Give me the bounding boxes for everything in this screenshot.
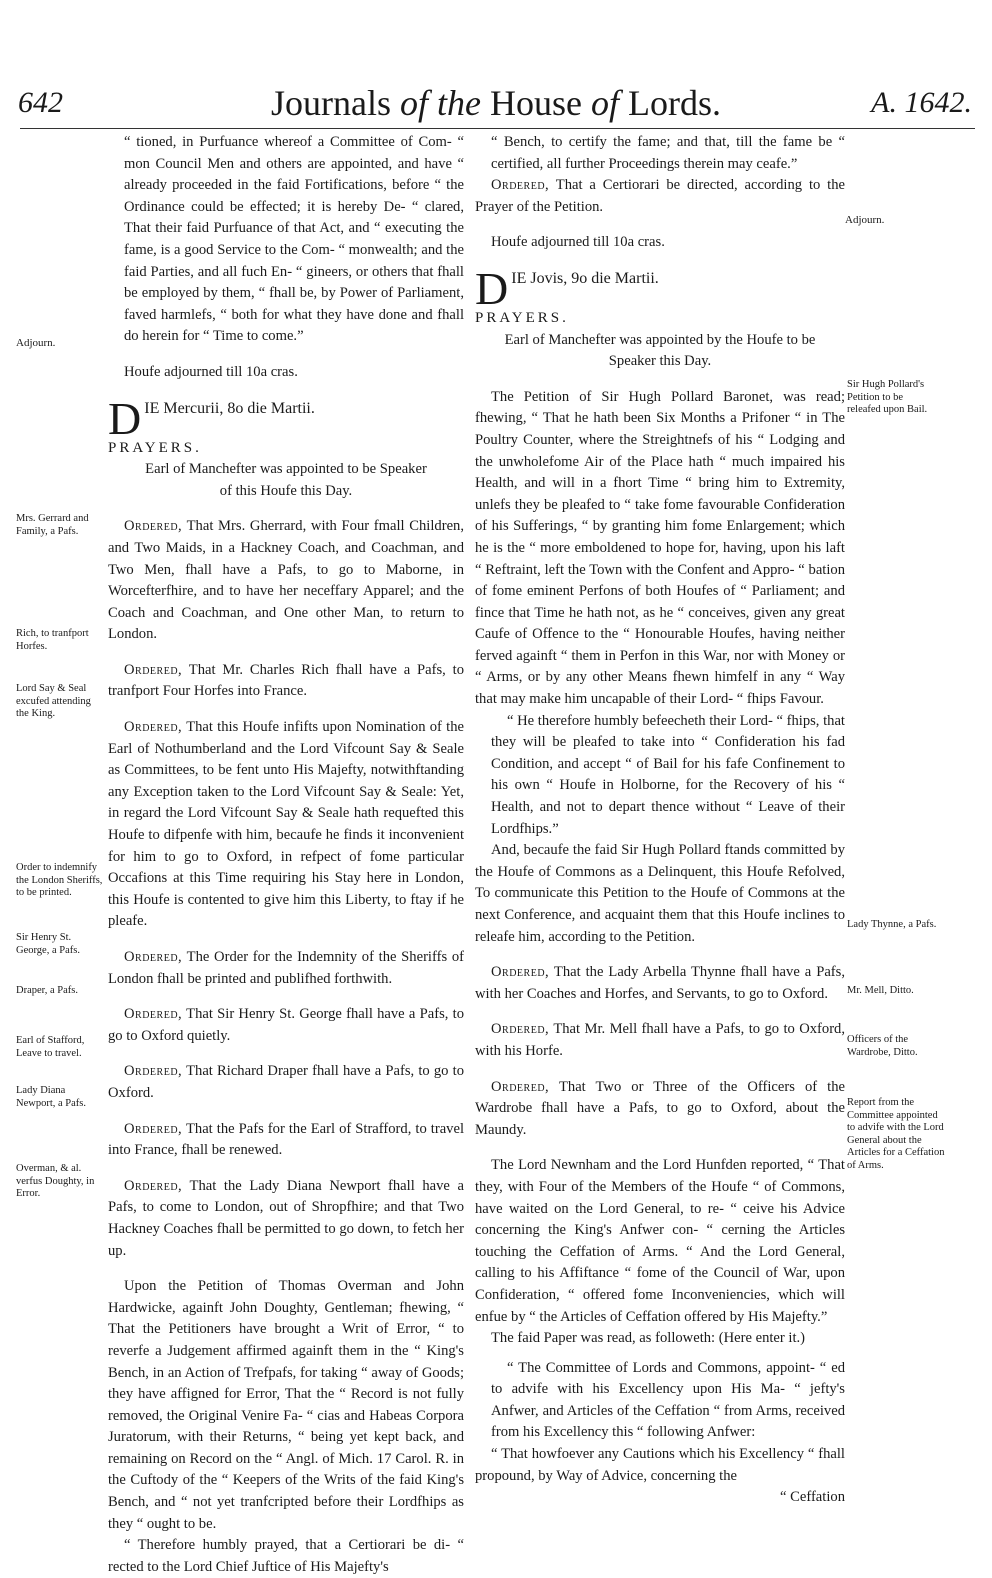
adjourned-notice: Houfe adjourned till 10a cras.	[491, 234, 665, 251]
order-lead: Ordered,	[491, 964, 550, 981]
order-lead: Ordered,	[124, 661, 183, 678]
margin-note: Draper, a Pafs.	[16, 985, 78, 996]
paper-read: The faid Paper was read, as followeth: (Here enter it.)	[491, 1330, 806, 1347]
order-text: That the Pafs for the Earl of Strafford, to travel into France, fhall be renewed.	[108, 1120, 464, 1159]
order-text: The Order for the Indemnity of the Sheriffs of London fhall be printed and publifhed forthwith.	[108, 949, 464, 987]
petition-prayer: “ Therefore humbly prayed, that a Certiorari be di- “ rected to the Lord Chief Juftice of His Majefty's	[108, 1537, 464, 1575]
page-header	[0, 80, 992, 130]
order-entry	[108, 717, 464, 933]
order-lead: Ordered,	[124, 719, 183, 736]
speaker-note: Earl of Manchefter was appointed to be Speaker of this Houfe this Day.	[145, 461, 427, 499]
margin-note: Mr. Mell, Ditto.	[847, 985, 914, 996]
left-column	[108, 132, 464, 1578]
order-entry	[475, 1019, 845, 1062]
day-heading	[475, 262, 845, 314]
order-text: That Two or Three of the Officers of the Wardrobe fhall have a Pafs, to go to Oxford, about the Maundy.	[475, 1078, 845, 1138]
order-entry	[108, 660, 464, 703]
order-lead: Ordered,	[491, 177, 550, 194]
title-part: of the	[400, 83, 481, 123]
order-entry	[108, 1004, 464, 1047]
order-entry	[475, 1077, 845, 1142]
petition-text: Upon the Petition of Thomas Overman and John Hardwicke, againft John Doughty, Gentleman; fhewing, “ That the Petitioners have brought a Writ of Error, “ to reverfe a Judgement affirmed againft them in the “ King's Bench, in an Action of Trefpafs, for taking “ away of Goods; they have affigned for Error, That the “ Record is not fully removed, the Original Venire Fa- “ cias and Habeas Corpora Juratorum, with their Returns, “ being yet kept back, and remaining on Record on the “ Angl. of Mich. 17 Carol. R. in the Cuftody of the “ Keepers of the Writs of the faid King's Bench, and “ not yet tranfcripted before their Lordfhips as they “ ought to be.	[108, 1278, 464, 1532]
margin-note-adjourn: Adjourn.	[16, 337, 56, 349]
pollard-prayer: “ He therefore humbly befeecheth their Lord- “ fhips, that they will be pleafed to take into “ Confideration his fad Condition, and accept “ of Bail for his fafe Confinement to his own “ Houfe in Holborne, for the Recovery of his “ Health, and not to depart thence without “ Leave of their Lordfhips.”	[491, 712, 845, 837]
prayers-heading: PRAYERS.	[108, 439, 202, 456]
speaker-note: Earl of Manchefter was appointed by the Houfe to be Speaker this Day.	[504, 331, 816, 370]
order-lead: Ordered,	[124, 1006, 183, 1023]
margin-note: Sir Hugh Pollard's Petition to be releafed upon Bail.	[847, 379, 928, 415]
margin-note: Mrs. Gerrard and Family, a Pafs.	[16, 513, 89, 537]
order-text: That Mrs. Gherrard, with Four fmall Children, and Two Maids, in a Hackney Coach, and Coachman, and Two Men, fhall have a Pafs, to go to Maborne, in Worcefterfhire, and to have her neceffary Apparel; and the Coach and Coachman, and One other Man, to return to London.	[108, 518, 464, 643]
margin-note: Sir Henry St. George, a Pafs.	[16, 932, 80, 956]
order-text: That the Lady Arbella Thynne fhall have a Pafs, with her Coaches and Horfes, and Servants, to go to Oxford.	[475, 964, 845, 1002]
day-heading	[108, 392, 464, 444]
margin-note: Overman, & al. verfus Doughty, in Error.	[16, 1163, 95, 1199]
margin-note: Order to indemnify the London Sheriffs, to be printed.	[16, 862, 103, 898]
title-part: of	[590, 83, 619, 123]
margin-note: Lady Diana Newport, a Pafs.	[16, 1085, 86, 1109]
margin-note: Lord Say & Seal excufed attending the King.	[16, 683, 91, 719]
order-text: That Richard Draper fhall have a Pafs, to go to Oxford.	[108, 1063, 464, 1101]
drop-initial: D	[108, 392, 142, 444]
order-lead: Ordered,	[124, 1177, 183, 1194]
pollard-petition: The Petition of Sir Hugh Pollard Baronet, was read; fhewing, “ That he hath been Six Months a Prifoner “ in The Poultry Counter, where the Streightnefs of his “ Lodging and the unwholefome Air of the Place hath “ much impaired his Health, and will in a fhort Time “ bring him to Extremity, unlefs they be pleafed to “ take fome favourable Confideration of his Sufferings, “ by granting him fome Enlargement; which he is the “ more emboldened to hope for, having, upon his laft “ Reftraint, left the Town with the Confent and Appro- “ bation of fome eminent Perfons of both Houfes of “ Parliament; and fince that Time he hath not, as he “ conceives, given any great Caufe of Offence to the “ Honourable Houfes, having neither ferved againft “ them in Perfon in this War, nor with Money or “ Arms, or by any other Means fhewn himfelf in any “ Way that may make him uncapable of their Lord- “ fhips Favour.	[475, 388, 845, 708]
catchword: “ Ceffation	[780, 1489, 845, 1506]
cautions-text: “ That howfoever any Cautions which his Excellency “ fhall propound, by Way of Advice, concerning the	[475, 1446, 845, 1484]
page-year: A. 1642.	[871, 86, 972, 119]
order-lead: Ordered,	[124, 1063, 183, 1080]
adjourned-notice: Houfe adjourned till 10a cras.	[124, 363, 298, 380]
margin-note: Officers of the Wardrobe, Ditto.	[847, 1034, 918, 1058]
order-entry	[108, 1119, 464, 1162]
order-entry	[108, 1061, 464, 1104]
pollard-resolved: And, becaufe the faid Sir Hugh Pollard ftands committed by the Houfe of Commons as a Delinquent, this Houfe Refolved, To communicate this Petition to the Houfe of Commons at the next Conference, and acquaint them that this Houfe inclines to releafe him, according to the Petition.	[475, 842, 845, 945]
order-entry	[475, 962, 845, 1005]
order-text: That Mr. Charles Rich fhall have a Pafs, to tranfport Four Horfes into France.	[108, 661, 464, 700]
committee-quote: “ The Committee of Lords and Commons, appoint- “ ed to advife with his Excellency upon His Ma- “ jefty's Anfwer, and Articles of the Ceffation “ from Arms, received from his Excellency this “ following Anfwer:	[491, 1359, 845, 1441]
order-text: That the Lady Diana Newport fhall have a Pafs, to come to London, out of Shropfhire; and that Two Hackney Coaches fhall be permitted to go down, to fetch her up.	[108, 1177, 464, 1259]
title-part: Journals	[271, 83, 391, 123]
order-text: That a Certiorari be directed, according to the Prayer of the Petition.	[475, 177, 845, 215]
continuation-quote: “ Bench, to certify the fame; and that, till the fame be “ certified, all further Proceedings therein may ceafe.”	[491, 134, 845, 172]
prayers-heading: PRAYERS.	[475, 309, 569, 326]
margin-note: Earl of Stafford, Leave to travel.	[16, 1035, 85, 1059]
margin-note-adjourn: Adjourn.	[845, 214, 885, 226]
order-text: That this Houfe infifts upon Nomination of the Earl of Nothumberland and the Lord Vifcount Say & Seale as Committees, to be fent unto His Majefty, notwithftanding any Exception taken to the Lord Vifcount Say & Seale: Yet, in regard the Lord Vifcount Say & Seale hath requefted this Houfe to difpenfe with him, becaufe he finds it inconvenient for him to go to Oxford, in refpect of fome particular Occafions at this Time requiring his Stay here in London, this Houfe is contented to give him this Liberty, to ftay if he pleafe.	[108, 719, 464, 930]
order-text: That Sir Henry St. George fhall have a Pafs, to go to Oxford quietly.	[108, 1006, 464, 1044]
title-part: House	[489, 83, 582, 123]
order-lead: Ordered,	[491, 1078, 550, 1095]
page-number: 642	[18, 86, 63, 119]
margin-note: Report from the Committee appointed to advife with the Lord General about the Articles for a Ceffation of Arms.	[847, 1097, 945, 1171]
order-text: That Mr. Mell fhall have a Pafs, to go to Oxford, with his Horfe.	[475, 1021, 845, 1059]
order-lead: Ordered,	[491, 1021, 550, 1038]
order-entry	[108, 947, 464, 990]
page-title	[0, 82, 992, 124]
order-entry	[108, 516, 464, 646]
margin-note: Rich, to tranfport Horfes.	[16, 628, 89, 652]
report-text: The Lord Newnham and the Lord Hunfden reported, “ That they, with Four of the Members of the Houfe “ of Commons, have waited on the Lord General, to re- “ ceive his Advice concerning the King's Anfwer con- “ cerning the Articles touching the Ceffation of Arms. “ And the Lord General, calling to his Affiftance “ fome of the Council of War, upon Confideration, “ offered fome Inconveniencies, which will enfue by “ the Articles of Ceffation offered by His Majefty.”	[475, 1157, 845, 1325]
order-lead: Ordered,	[124, 949, 183, 965]
day-heading-text: IE Jovis, 9o die Martii.	[511, 269, 659, 287]
opening-quote: “ tioned, in Purfuance whereof a Committee of Com- “ mon Council Men and others are appointed, and have “ already proceeded in the faid Fortifications, before “ the Ordinance could be effected; it is hereby De- “ clared, That their faid Purfuance of that Act, and “ executing the fame, is a good Service to the Com- “ monwealth; and the faid Parties, and all fuch En- “ gineers, or others that fhall be employed by them, “ fhall be, by Power of Parliament, faved harmlefs, “ both for what they have done and fhall do herein for “ Time to come.”	[124, 134, 464, 345]
drop-initial: D	[475, 262, 509, 314]
title-part: Lords.	[628, 83, 721, 123]
order-lead: Ordered,	[124, 1120, 183, 1137]
header-rule	[20, 128, 975, 129]
order-entry	[108, 1176, 464, 1262]
margin-note: Lady Thynne, a Pafs.	[847, 919, 937, 930]
order-lead: Ordered,	[124, 518, 183, 535]
day-heading-text: IE Mercurii, 8o die Martii.	[144, 399, 315, 417]
right-column	[475, 132, 845, 1509]
order-entry	[475, 175, 845, 218]
